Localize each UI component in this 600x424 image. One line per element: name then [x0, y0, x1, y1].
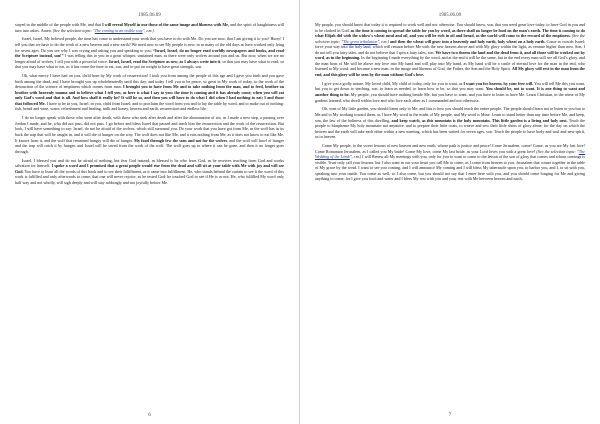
emphasis-text: All My glory will rest in the man from the end, and this glory will be seen by the man without God's love.	[315, 66, 586, 77]
emphasis-text: I spoke a word and I promised that a great people would rise from the dead and will sit at your table with Me with joy and will see God.	[15, 163, 284, 174]
paragraph	[15, 36, 284, 69]
emphasis-text: and keep watch, as this mountain is the holy mountain. This little garden is a living and holy nest.	[391, 117, 568, 123]
paragraph	[15, 73, 284, 112]
left-page-body	[15, 22, 284, 185]
emphasis-text: I will reveal Myself in our those of the same image and likeness with Me,	[102, 22, 230, 27]
body-text: Come in crowds Israel; force your way into the holy land, which will remain before Me with the new heaven above and with My glory within the light, as venture higher than now. Son, I do not tell you fairy tales, and do not believe that I spin a fairy tales, son.	[315, 38, 585, 55]
paragraph	[315, 143, 585, 182]
paragraph	[15, 158, 284, 186]
emphasis-text: I brought you to have from Me and to take nothing from the man, and to feed, brother on brother with heavenly manna and to believe what I tell you, as here is what I say to you: the time is coming and it has already come, when you will eat only God's word and that is all. And how shall it really be? It will be so, and then you will have to do what I did when I had nothing to eat; I and those that followed Me.	[15, 84, 285, 106]
paragraph	[15, 115, 284, 154]
right-page-body	[315, 22, 585, 182]
emphasis-text: We have two thorns the land and the dead from it, and all those will be worked out by word, as in the beginning.	[315, 49, 585, 61]
body-text: You have to learn all the words of this book and to see their fulfillment, as it came into fulfillment. He, who stands behind the curtain to see it the word of this work is fulfilled and only afterwards to come; that one will never rejoice, as he tested God; he touched God to see if He is or not. He, who fulfilled My word only half way and not wholly, will sigh deeply and will stay sobbingly and not joyfully before Me.	[15, 168, 284, 185]
selection-topic-link[interactable]: The coming in an visible way	[94, 27, 143, 33]
body-text: Israel, Israel, My beloved people, the time has come to understand your work that you have to do with Me. Do you see now, that I am giving it to you? Hurry! I tell you that we have to do the work of a new heaven and a new earth? We need now to see My people is new, in as many of the old days as have worked only lying for seven ages. Do you see why I was crying and asking you and speaking to you:	[15, 36, 284, 53]
body-text: and the spirit of haughtiness will turn into ashes. Amen.	[15, 22, 285, 33]
body-text: I was telling this to you in a great whisper, unstained man, as there were only wolves around you and us. But now, when we are no longer afraid of wolves, I tell you with a powerful voice:	[15, 53, 284, 64]
body-text: In the beginning I made everything by the word, and at the end it will be the same, but in the end every man will see all God's glory, and the man born of Me will be above any love into My hand and will play into My hand, as My hand will be a castle of eternal love for the man in the end, who listened to My word, and became a new man, in the image and likeness of God, the Father, the Son and the Holy Spirit.	[315, 55, 585, 72]
emphasis-text: My food through few the sons and not for the wolves	[134, 137, 228, 143]
body-text: Oh, what mercy I have had on you, child born by My work of resurrection! I took you from among the people of this age and I gave you birth and you gave birth among the dead, and I have brought you up wholeheartedly until this day, and today I tell you to be peace, so great in My work of today, to the work of the destruction of the science of emptiness which comes from man.	[15, 73, 284, 90]
reference-note: ", r.m.)	[349, 154, 362, 160]
body-text: Teach the people to blaspheme My holy mountain not anymore, and to prepare their little coats, to weave and sew their little shirts of glory alone, for the day on which the heaven and the earth will take each other within a new meeting, which has been waited for seven ages, son. Teach the people to have body and soul and new spirit, as in heaven.	[315, 117, 585, 140]
body-text: Come My people, to the sweet lessons of new heaven and new earth, whose path is justice and peace! Come Jerusalem, come! Come, as you are My last love! Come Romanian Jerusalem, as I called you My bride! Come My love, come My last bride, as your Lord loves you with a great love!	[315, 143, 585, 154]
right-page-number: 7	[448, 413, 452, 418]
paragraph	[15, 22, 284, 33]
body-text: My people, you should know that today it is required to work well and not otherwise. You should know, son, that you need great love today, to have God in you and to be clothed in God,	[315, 22, 585, 33]
emphasis-text: Israel, Israel, read the Scripture as new, as I always write into it	[108, 58, 221, 64]
emphasis-text: You should be, not to want. It is one thing to want and another thing to be.	[315, 86, 586, 97]
body-text: You will tell Me this you want, but you to get down to teaching, son, to learn as needed, to learn how to be, so that you may want.	[315, 80, 585, 92]
body-text: Oh, sons of My little garden, you should listen only to Me, and this is how you should teach the entire people. The people should learn not to listen to you but to Me and to My working toward them, as I have My word in the midst of My people, and My word is Mine. Learn to stand better than any time before Me, and keep, son, the law of the holiness of this dwelling,	[315, 106, 585, 123]
reference-note: ", r.m.)	[142, 27, 154, 33]
reference-note: (See the selection topic: "	[536, 148, 579, 154]
selection-topic-link[interactable]: The Wedding of the Lamb	[315, 148, 585, 160]
reference-note: (See the selection topic: "	[315, 33, 585, 44]
left-page-number: 6	[148, 413, 151, 418]
body-text: I have to be in you, Israel, in you, child from Israel, and to proclaim the word from you and to lay the table by word, and to make out of nothing: fish, bread and wine, water, refreshment and healing, milk and honey, heaven and earth, resurrection and endless life.	[15, 100, 284, 112]
emphasis-text: and then the wheat will grow into a heavenly and holy earth, holy wheat on a holy earth.	[389, 38, 546, 44]
body-text: , and the wolf will howl of hunger and the trap will catch it by hunger, and Israel will be saved from the work of the wolf. The wolf goes up to where it can be gone, and then it no longer goes through.	[15, 137, 285, 154]
body-text: My people, you should have nothing beside Me, but you have to want, and you have to learn to have Me. Learn Christian, in the sense of My gardens learned, who dwell within love and who love each other as I commanded and not otherwise.	[315, 91, 585, 103]
reference-note: (See the selection topic: "	[52, 27, 95, 33]
selection-topic-link[interactable]: The great tribulation	[343, 38, 378, 44]
body-text: I will Renew all My meetings with you, only for you to want to come to the lesson of the son of glory that comes and whose comings is visible. Trust only call your lessons, but I also want in our your heart you call Me to come, as I come from heaven to you, Jerusalem that comes together in the table of My grace by the word. I want to see you coming, and I will announce My coming and I will bless My tabernacle upon you, to harbor you, and I, to sit with you, speaking into your inside. You come as well, so I also come, but you should not say that I enter here with you, and you should come longing for Me and giving anything to come, for I give you food and water and I bless My rest with you and your rest with Me between heaven and earth.	[315, 154, 585, 182]
paragraph	[315, 81, 585, 103]
body-text: stayed in the middle of the people with Me, and that	[15, 22, 103, 27]
left-page-header: 1985.06.09	[138, 13, 161, 18]
paragraph	[315, 106, 585, 139]
emphasis-text: I want you for heaven, by your free will.	[463, 80, 534, 86]
emphasis-text: “Israel, Israel, do no longer read worldly newspapers and books, and read the Scripture instead, son!”	[15, 47, 284, 59]
body-text: I give you a godly nature, My loved child, My child of today, only for you to want, as	[322, 80, 464, 86]
right-page-header: 1985.06.09	[438, 13, 462, 18]
reference-note: ", r.m.)	[377, 38, 389, 44]
body-text: I do no longer speak with those who went after death, with those who seek after death and after the abomination of sin, as I made a new step, a passing over Jordan I made, and he, who did not pass, did not pass. I go before and bless Israel that passed and teach him the resurrection and the work of the resurrection. But look, I still have something to say: Israel, do not be afraid of the wolves, which still surround you. Do your work that you have got from Me, as the wolf has in its back the trap that will be caught in, and it will die of hunger on the way. The wolf does not like Me, and it eats nothing from Me, as it does not know to eat like Me. It knows from it, and the wolf that remained hungry will die of hunger.	[15, 115, 284, 143]
paragraph	[315, 22, 585, 77]
body-text: , so that you may have what to read, so that you may have what to eat, as it has come the time to eat, son, and to put on weight to have great strength, son.	[15, 58, 285, 70]
emphasis-text: as the time is coming to spread the table for you by word, as there shall no longer be food on the man's earth. The time is coming to do what Elijah did with the widow's wheat meal and oil, and you will be rich in oil and bread, as the world will come to the reward of the emptiness.	[315, 27, 585, 39]
right-page	[300, 0, 600, 424]
body-text: Israel, I blessed you and do not be afraid of nothing, but fear God instead, as blessed is he who fears God, as he receives teaching from God and works salvation for himself.	[15, 157, 284, 169]
